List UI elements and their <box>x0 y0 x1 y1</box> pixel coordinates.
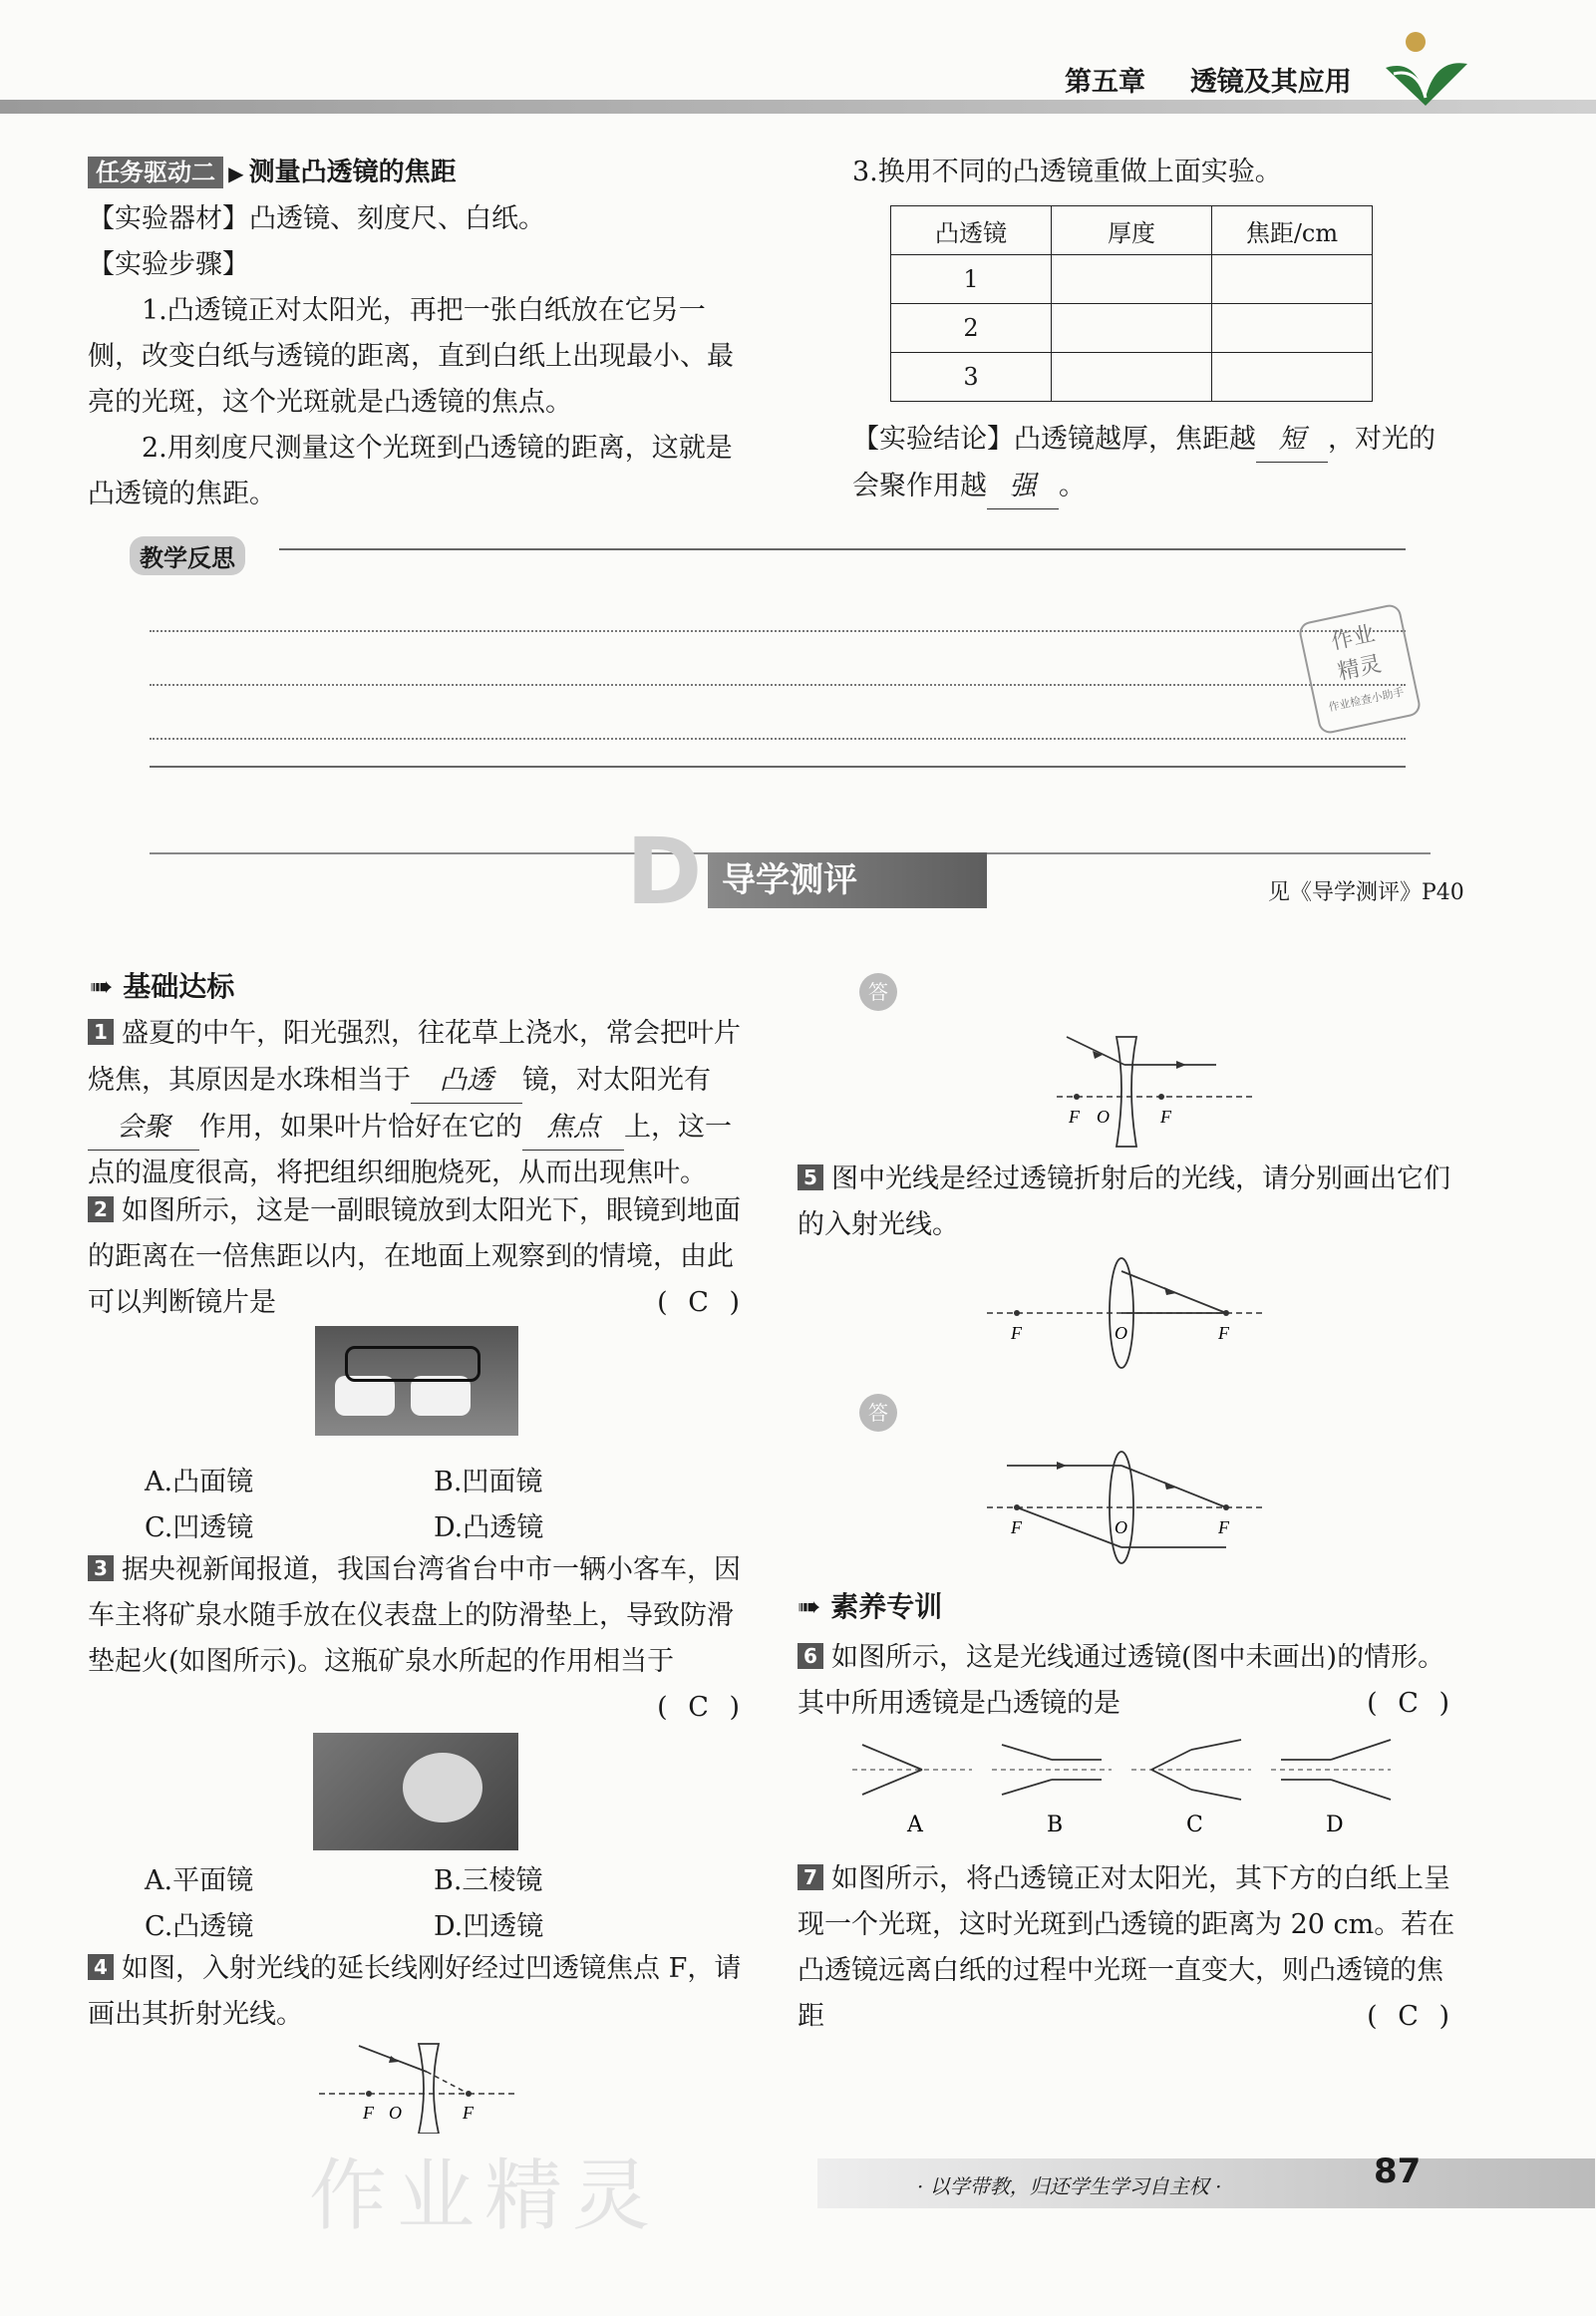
q7-answer: ( C ) <box>1367 2001 1455 2032</box>
blank-convex: 凸透 <box>411 1057 522 1104</box>
q2 <box>88 1188 746 1326</box>
table-row <box>891 304 1373 353</box>
water-bottle-photo <box>313 1733 518 1850</box>
q1-text: 上，这一点的温度很高，将把组织细胞烧死，从而出现焦叶。 <box>88 1112 732 1188</box>
lens-table <box>890 205 1373 402</box>
question-number: 7 <box>798 1864 823 1890</box>
q3-text: 据央视新闻报道，我国台湾省台中市一辆小客车，因车主将矿泉水随手放在仪表盘上的防滑垫上，导致防滑垫起火(如图所示)。这瓶矿泉水所起的作用相当于 <box>88 1554 741 1677</box>
footer-slogan: · 以学带教，归还学生学习自主权 · <box>917 2174 1222 2198</box>
q1-text: 盛夏的中午，阳光强烈，往花草上浇水，常会把叶片烧焦，其原因是水珠相当于 <box>88 1018 741 1096</box>
task2-section <box>88 152 746 517</box>
conclusion-text <box>852 416 1460 509</box>
q6-option-c-diagram <box>1131 1740 1251 1800</box>
blank-focus: 焦点 <box>522 1104 624 1151</box>
focus-label: F <box>363 2103 374 2123</box>
option-label: B <box>1047 1813 1064 1837</box>
option-c[interactable]: C.凸透镜 <box>145 1911 254 1942</box>
option-b[interactable]: B.三棱镜 <box>434 1865 543 1896</box>
task2-right <box>852 150 1460 509</box>
q1 <box>88 1011 746 1196</box>
q3-options <box>145 1858 743 1950</box>
table-row <box>891 255 1373 304</box>
literacy-title-text: 素养专训 <box>830 1590 943 1623</box>
option-b[interactable]: B.凹面镜 <box>434 1467 543 1497</box>
q5 <box>798 1157 1455 1248</box>
step3-text: 3.换用不同的凸透镜重做上面实验。 <box>852 157 1282 187</box>
table-cell: 2 <box>891 304 1052 353</box>
option-a[interactable]: A.凸面镜 <box>145 1467 254 1497</box>
glasses-photo <box>315 1326 518 1436</box>
book-logo-icon <box>1376 28 1475 108</box>
question-number: 6 <box>798 1643 823 1669</box>
table-row <box>891 353 1373 402</box>
arrow-right-icon: ➠ <box>90 970 114 1003</box>
question-number: 1 <box>88 1019 114 1045</box>
header-bar <box>0 100 1596 114</box>
table-cell: 3 <box>891 353 1052 402</box>
option-label: D <box>1326 1813 1344 1837</box>
stamp-text: 作业 <box>1329 621 1378 655</box>
stamp-text: 精灵 <box>1335 651 1385 686</box>
option-d[interactable]: D.凸透镜 <box>434 1512 544 1543</box>
blank-converge: 会聚 <box>88 1104 199 1151</box>
q3-answer: ( C ) <box>657 1692 746 1723</box>
basic-title-text: 基础达标 <box>123 970 235 1003</box>
center-label: O <box>1115 1323 1127 1343</box>
chapter-label: 第五章 <box>1065 67 1145 98</box>
header-chapter <box>1065 60 1352 99</box>
arrow-right-icon: ➠ <box>798 1590 821 1623</box>
task2-tag: 任务驱动二 <box>88 157 223 188</box>
table-cell[interactable] <box>1212 255 1373 304</box>
focus-label: F <box>1069 1107 1080 1127</box>
q7-text: 如图所示，将凸透镜正对太阳光，其下方的白纸上呈现一个光斑，这时光斑到凸透镜的距离为 20 cm。若在凸透镜远离白纸的过程中光斑一直变大，则凸透镜的焦距 <box>798 1863 1455 2032</box>
table-cell[interactable] <box>1052 255 1212 304</box>
banner-letter: D <box>626 819 703 925</box>
q6-option-b-diagram <box>992 1745 1112 1795</box>
table-cell[interactable] <box>1212 304 1373 353</box>
banner-ref: 见《导学测评》P40 <box>1268 880 1464 905</box>
answer-badge-icon: 答 <box>859 973 897 1011</box>
table-cell: 1 <box>891 255 1052 304</box>
q2-answer: ( C ) <box>657 1287 746 1318</box>
option-d[interactable]: D.凹透镜 <box>434 1911 544 1942</box>
q5-answer-diagram <box>987 1438 1266 1567</box>
banner-line-right <box>987 852 1431 854</box>
table-header: 焦距/cm <box>1212 206 1373 255</box>
conclusion-part: 【实验结论】凸透镜越厚，焦距越 <box>852 424 1256 455</box>
center-label: O <box>1097 1107 1110 1127</box>
q6-diagrams <box>852 1730 1411 1839</box>
table-cell[interactable] <box>1052 304 1212 353</box>
q4 <box>88 1946 746 2038</box>
q1-text: 镜，对太阳光有 <box>522 1065 711 1096</box>
q4-text: 如图，入射光线的延长线刚好经过凹透镜焦点 F，请画出其折射光线。 <box>88 1953 742 2030</box>
question-number: 4 <box>88 1954 114 1980</box>
q6-option-a-diagram <box>852 1745 972 1795</box>
reflection-label: 教学反思 <box>130 536 245 575</box>
steps-label: 【实验步骤】 <box>88 249 249 280</box>
q1-text: 作用，如果叶片恰好在它的 <box>199 1112 522 1143</box>
table-header-row <box>891 206 1373 255</box>
step2-text: 2.用刻度尺测量这个光斑到凸透镜的距离，这就是凸透镜的焦距。 <box>88 433 733 509</box>
blank-short: 短 <box>1256 416 1328 463</box>
option-a[interactable]: A.平面镜 <box>145 1865 254 1896</box>
q4-diagram <box>319 2034 518 2134</box>
task2-title: 测量凸透镜的焦距 <box>248 158 457 187</box>
arrow-right-icon: ▶ <box>228 162 244 185</box>
q5-diagram <box>987 1251 1266 1371</box>
q2-text: 如图所示，这是一副眼镜放到太阳光下，眼镜到地面的距离在一倍焦距以内，在地面上观察到的情境，由此可以判断镜片是 <box>88 1195 741 1318</box>
q7 <box>798 1856 1455 2040</box>
stamp-text: 作业检查小助手 <box>1327 685 1406 715</box>
q6-option-d-diagram <box>1271 1740 1391 1800</box>
focus-label: F <box>1011 1517 1022 1537</box>
equipment-text: 【实验器材】凸透镜、刻度尺、白纸。 <box>88 203 545 234</box>
step1-text: 1.凸透镜正对太阳光，再把一张白纸放在它另一侧，改变白纸与透镜的距离，直到白纸上出现最小、最亮的光斑，这个光斑就是凸透镜的焦点。 <box>88 295 734 418</box>
question-number: 5 <box>798 1164 823 1190</box>
center-label: O <box>1115 1517 1127 1537</box>
q6-answer: ( C ) <box>1367 1688 1455 1719</box>
focus-label: F <box>1160 1107 1171 1127</box>
literacy-title <box>798 1585 942 1625</box>
focus-label: F <box>1011 1323 1022 1343</box>
banner-title-text: 导学测评 <box>722 860 857 900</box>
focus-label: F <box>463 2103 474 2123</box>
chapter-title: 透镜及其应用 <box>1189 67 1352 98</box>
question-number: 2 <box>88 1196 114 1222</box>
conclusion-part: ，对光的会聚作用越 <box>852 424 1436 501</box>
reflection-lines <box>150 548 1406 768</box>
option-label: C <box>1186 1813 1203 1837</box>
blank-strong: 强 <box>987 463 1059 509</box>
watermark: 作业精灵 <box>309 2151 661 2241</box>
q2-options <box>145 1460 743 1551</box>
banner-title <box>708 852 987 908</box>
question-number: 3 <box>88 1555 114 1581</box>
basic-title <box>90 965 234 1005</box>
table-header: 凸透镜 <box>891 206 1052 255</box>
q3 <box>88 1547 746 1731</box>
q6 <box>798 1635 1455 1727</box>
option-label: A <box>907 1813 923 1837</box>
option-c[interactable]: C.凹透镜 <box>145 1512 254 1543</box>
page-number: 87 <box>1374 2151 1422 2191</box>
focus-label: F <box>1218 1517 1229 1537</box>
center-label: O <box>389 2103 402 2123</box>
focus-label: F <box>1218 1323 1229 1343</box>
q6-text: 如图所示，这是光线通过透镜(图中未画出)的情形。其中所用透镜是凸透镜的是 <box>798 1642 1445 1719</box>
table-cell[interactable] <box>1212 353 1373 402</box>
conclusion-part: 。 <box>1059 471 1086 501</box>
q5-text: 图中光线是经过透镜折射后的光线，请分别画出它们的入射光线。 <box>798 1163 1450 1240</box>
table-cell[interactable] <box>1052 353 1212 402</box>
q4-answer-diagram <box>1057 1017 1256 1157</box>
answer-badge-icon: 答 <box>859 1394 897 1432</box>
table-header: 厚度 <box>1052 206 1212 255</box>
